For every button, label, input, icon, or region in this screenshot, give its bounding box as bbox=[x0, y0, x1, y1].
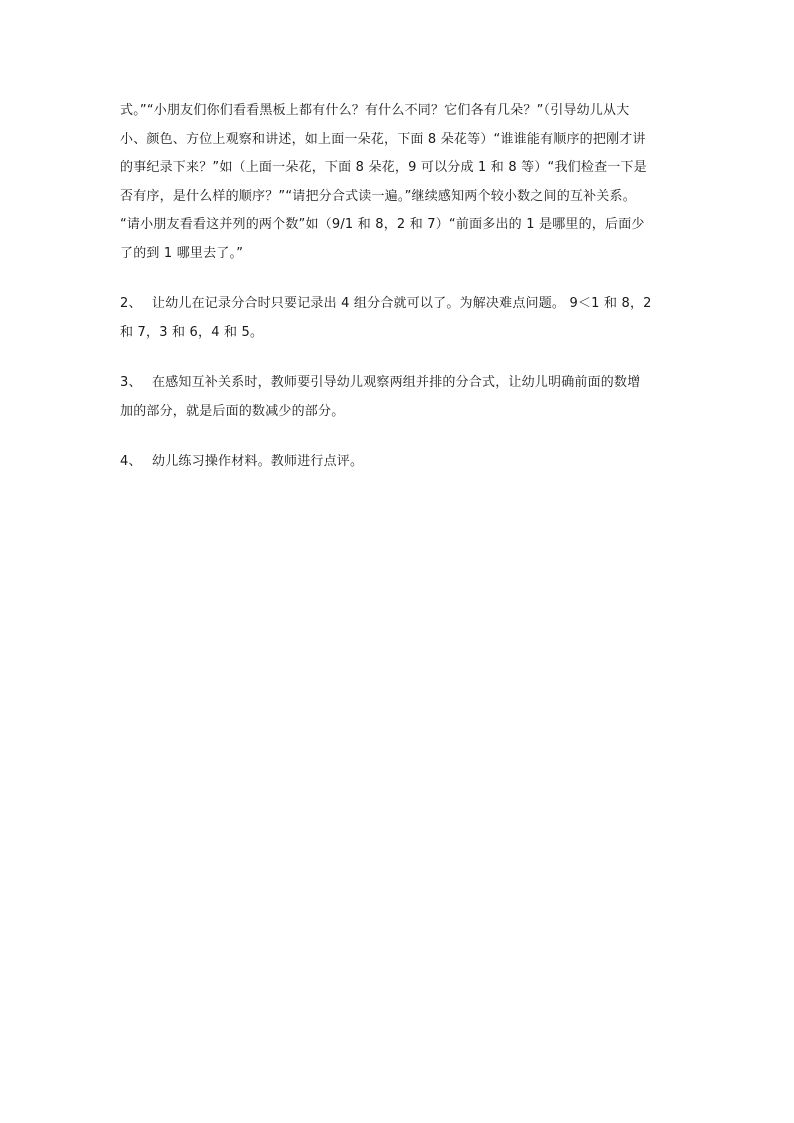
item-text: 在感知互补关系时，教师要引导幼儿观察两组并排的分合式，让幼儿明确前面的数增 bbox=[152, 375, 641, 390]
list-item-3 bbox=[120, 369, 680, 426]
text-line bbox=[120, 369, 680, 398]
text-line: 小、颜色、方位上观察和讲述，如上面一朵花，下面 8 朵花等）“谁谁能有顺序的把刚才讲 bbox=[120, 131, 646, 147]
text-line: 否有序，是什么样的顺序？”“请把分合式读一遍。”继续感知两个较小数之间的互补关系。 bbox=[120, 188, 636, 204]
item-number: 2、 bbox=[120, 296, 142, 311]
text-line: 加的部分，就是后面的数减少的部分。 bbox=[120, 403, 345, 419]
list-item-4 bbox=[120, 448, 680, 477]
paragraph-activity-description bbox=[120, 97, 680, 268]
text-line: 的事纪录下来？”如（上面一朵花，下面 8 朵花，9 可以分成 1 和 8 等）“我们检查一下是 bbox=[120, 160, 647, 175]
text-line: 式。”“小朋友们你们看看黑板上都有什么？有什么不同？它们各有几朵？”（引导幼儿从大 bbox=[120, 103, 630, 118]
text-line bbox=[120, 448, 680, 477]
text-line bbox=[120, 290, 680, 319]
item-number: 3、 bbox=[120, 375, 142, 390]
text-line: “请小朋友看看这并列的两个数”如（9/1 和 8，2 和 7）“前面多出的 1 是哪里的，后面少 bbox=[120, 217, 645, 232]
item-text: 幼儿练习操作材料。教师进行点评。 bbox=[152, 454, 364, 469]
text-line: 了的到 1 哪里去了。” bbox=[120, 245, 244, 261]
item-text: 让幼儿在记录分合时只要记录出 4 组分合就可以了。为解决难点问题。 9＜1 和 8，2 bbox=[152, 296, 652, 311]
document-page bbox=[120, 97, 680, 477]
item-number: 4、 bbox=[120, 454, 142, 469]
list-item-2 bbox=[120, 290, 680, 347]
text-line: 和 7，3 和 6，4 和 5。 bbox=[120, 324, 264, 340]
